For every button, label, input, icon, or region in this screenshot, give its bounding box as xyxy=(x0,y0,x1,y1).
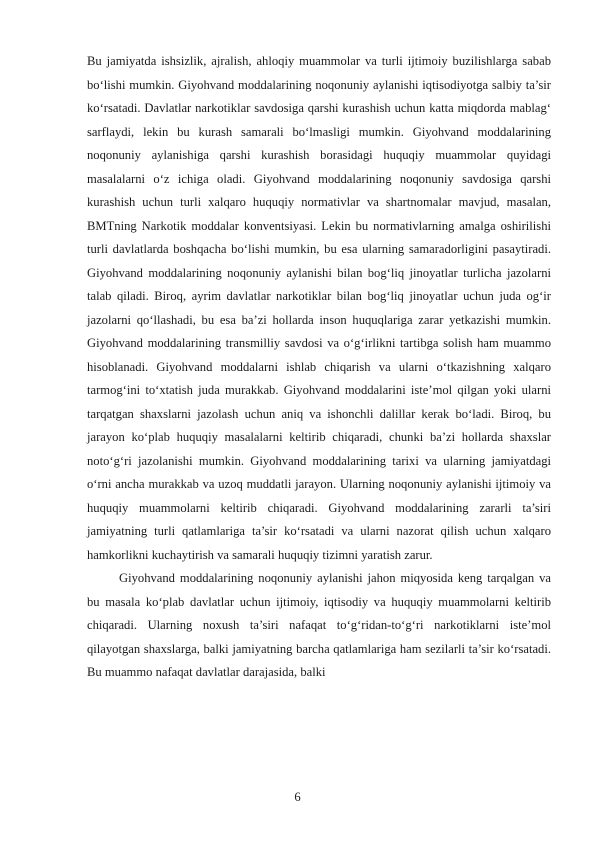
paragraph-1: Bu jamiyatda ishsizlik, ajralish, ahloqiy muammolar va turli ijtimoiy buzilishlarga sabab bo‘lishi mumkin. Giyohvand moddalarining noqonuniy aylanishi iqtisodiyotga salbiy ta’sir ko‘rsatadi. Davlatlar narkotiklar savdosiga qarshi kurashish uchun katta miqdorda mablag‘ sarflaydi, lekin bu kurash samarali bo‘lmasligi mumkin. Giyohvand moddalarining noqonuniy aylanishiga qarshi kurashish borasidagi huquqiy muammolar quyidagi masalalarni o‘z ichiga oladi. Giyohvand moddalarining noqonuniy savdosiga qarshi kurashish uchun turli xalqaro huquqiy normativlar va shartnomalar mavjud, masalan, BMTning Narkotik moddalar konventsiyasi. Lekin bu normativlarning amalga oshirilishi turli davlatlarda boshqacha bo‘lishi mumkin, bu esa ularning samaradorligini pasaytiradi. Giyohvand moddalarining noqonuniy aylanishi bilan bog‘liq jinoyatlar turlicha jazolarni talab qiladi. Biroq, ayrim davlatlar narkotiklar bilan bog‘liq jinoyatlar uchun juda og‘ir jazolarni qo‘llashadi, bu esa ba’zi hollarda inson huquqlariga zarar yetkazishi mumkin. Giyohvand moddalarining transmilliy savdosi va o‘g‘irlikni tartibga solish ham muammo hisoblanadi. Giyohvand moddalarni ishlab chiqarish va ularni o‘tkazishning xalqaro tarmog‘ini to‘xtatish juda murakkab. Giyohvand moddalarini iste’mol qilgan yoki ularni tarqatgan shaxslarni jazolash uchun aniq va ishonchli dalillar kerak bo‘ladi. Biroq, bu jarayon ko‘plab huquqiy masalalarni keltirib chiqaradi, chunki ba’zi hollarda shaxslar noto‘g‘ri jazolanishi mumkin. Giyohvand moddalarining tarixi va ularning jamiyatdagi o‘rni ancha murakkab va uzoq muddatli jarayon. Ularning noqonuniy aylanishi ijtimoiy va huquqiy muammolarni keltirib chiqaradi. Giyohvand moddalarining zararli ta’siri jamiyatning turli qatlamlariga ta’sir ko‘rsatadi va ularni nazorat qilish uchun xalqaro hamkorlikni kuchaytirish va samarali huquqiy tizimni yaratish zarur. xyxy=(87,54,551,562)
document-body xyxy=(87,50,551,685)
paragraph-2: Giyohvand moddalarining noqonuniy aylanishi jahon miqyosida keng tarqalgan va bu masala ko‘plab davlatlar uchun ijtimoiy, iqtisodiy va huquqiy muammolarni keltirib chiqaradi. Ularning noxush ta’siri nafaqat to‘g‘ridan-to‘g‘ri narkotiklarni iste’mol qilayotgan shaxslarga, balki jamiyatning barcha qatlamlariga ham sezilarli ta’sir ko‘rsatadi. Bu muammo nafaqat davlatlar darajasida, balki xyxy=(87,571,551,679)
page-number: 6 xyxy=(294,790,301,804)
